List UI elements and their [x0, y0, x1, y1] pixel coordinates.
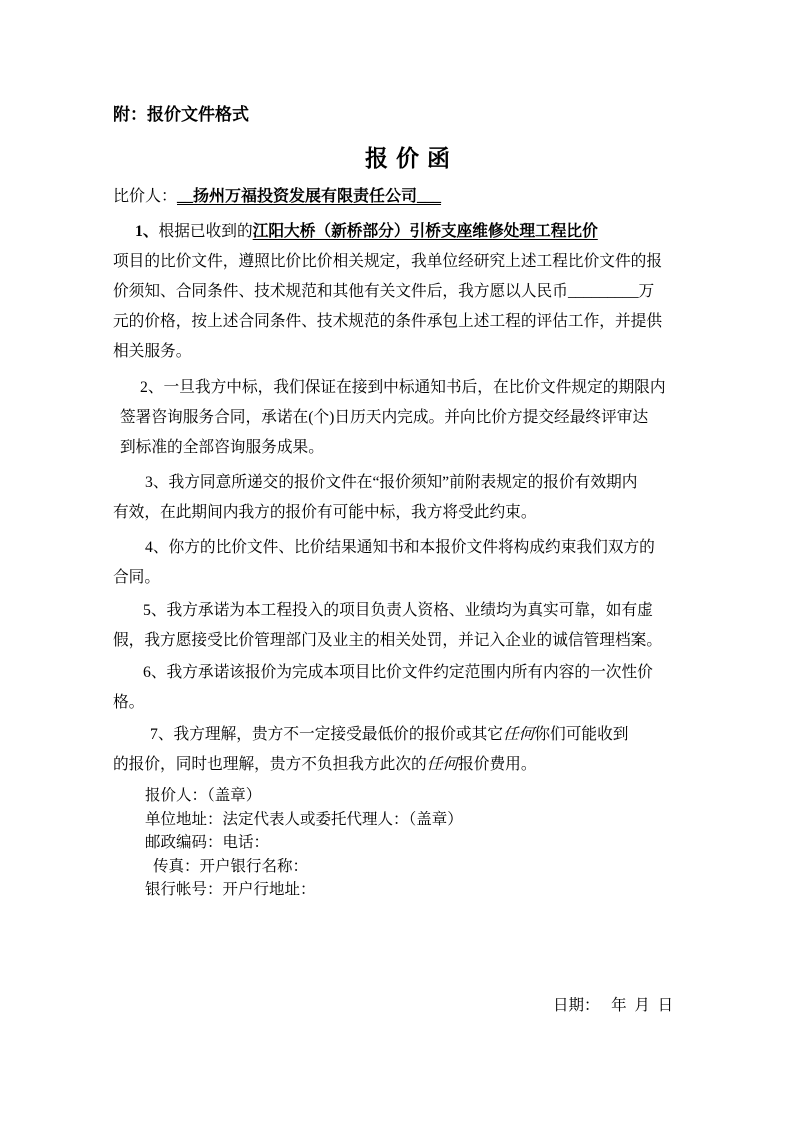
date-line: 日期： 年 月 日	[553, 996, 674, 1014]
paragraph-7	[113, 720, 680, 780]
paragraph-2	[113, 373, 680, 463]
paragraph-1-line-2: 项目的比价文件，遵照比价比价相关规定，我单位经研究上述工程比价文件的报	[113, 253, 663, 270]
paragraph-2-line-2: 签署咨询服务合同，承诺在(个)日历天内完成。并向比价方提交经最终评审达	[120, 409, 649, 426]
signer-seal-line: 报价人：（盖章）	[145, 787, 262, 804]
paragraph-1-number: 1、	[135, 223, 159, 240]
paragraph-6-line-1: 6、我方承诺该报价为完成本项目比价文件约定范围内所有内容的一次性价	[143, 664, 653, 681]
paragraph-6-line-2: 格。	[113, 694, 145, 711]
paragraph-6	[113, 658, 680, 718]
paragraph-4	[113, 533, 680, 593]
signature-block	[113, 784, 680, 902]
paragraph-7-line-2-emphasis: 任何	[426, 756, 459, 773]
paragraph-1-line-1	[113, 217, 680, 247]
buyer-label: 比价人：	[113, 188, 178, 205]
paragraph-3-line-2: 有效，在此期间内我方的报价有可能中标，我方将受此约束。	[113, 504, 537, 521]
company-address-line: 单位地址：法定代表人或委托代理人：（盖章）	[145, 810, 463, 828]
buyer-line	[113, 186, 680, 208]
paragraph-7-line-2-tail: 报价费用。	[458, 756, 537, 773]
paragraph-5-line-2: 假，我方愿接受比价管理部门及业主的相关处罚，并记入企业的诚信管理档案。	[113, 632, 663, 649]
paragraph-7-line-1-emphasis: 任何	[502, 726, 535, 743]
paragraph-7-line-1	[113, 720, 680, 750]
paragraph-1-line-3-unit: 万	[638, 283, 655, 300]
paragraph-5-line-1: 5、我方承诺为本工程投入的项目负责人资格、业绩均为真实可靠，如有虚	[143, 602, 653, 619]
paragraph-7-line-2	[113, 750, 680, 780]
paragraph-1-line-5: 相关服务。	[113, 343, 192, 360]
paragraph-1	[113, 217, 680, 367]
paragraph-1-line-3-text: 价须知、合同条件、技术规范和其他有关文件后，我方愿以人民币	[113, 283, 568, 300]
bank-account-line: 银行帐号：开户行地址：	[145, 881, 316, 898]
paragraph-2-line-1: 2、一旦我方中标，我们保证在接到中标通知书后，在比价文件规定的期限内	[140, 379, 666, 396]
paragraph-1-line-4: 元的价格，按上述合同条件、技术规范的条件承包上述工程的评估工作，并提供	[113, 313, 663, 330]
paragraph-3-line-1: 3、我方同意所递交的报价文件在“报价须知”前附表规定的报价有效期内	[145, 474, 638, 491]
paragraph-5	[113, 596, 680, 656]
paragraph-1-line-3	[113, 277, 680, 307]
paragraph-2-line-3: 到标准的全部咨询服务成果。	[120, 439, 324, 456]
postal-code-phone-line: 邮政编码：电话：	[145, 834, 270, 851]
document-body	[113, 0, 680, 1016]
paragraph-4-line-2: 合同。	[113, 569, 161, 586]
paragraph-3	[113, 468, 680, 528]
paragraph-7-line-2-text: 的报价，同时也理解，贵方不负担我方此次的	[113, 756, 427, 773]
paragraph-1-intro: 根据已收到的	[158, 223, 253, 240]
price-blank-field: _________	[567, 283, 639, 300]
buyer-company-name: __扬州万福投资发展有限责任公司___	[177, 188, 442, 205]
paragraph-4-line-1: 4、你方的比价文件、比价结果通知书和本报价文件将构成约束我们双方的	[145, 539, 655, 556]
fax-bank-name-line: 传真：开户银行名称：	[153, 857, 309, 875]
project-name: 江阳大桥（新桥部分）引桥支座维修处理工程比价	[252, 223, 598, 240]
attachment-heading: 附：报价文件格式	[113, 105, 249, 124]
paragraph-7-line-1-tail: 你们可能收到	[534, 726, 629, 743]
paragraph-7-line-1-text: 7、我方理解，贵方不一定接受最低价的报价或其它	[150, 726, 503, 743]
document-title: 报价函	[365, 146, 458, 171]
